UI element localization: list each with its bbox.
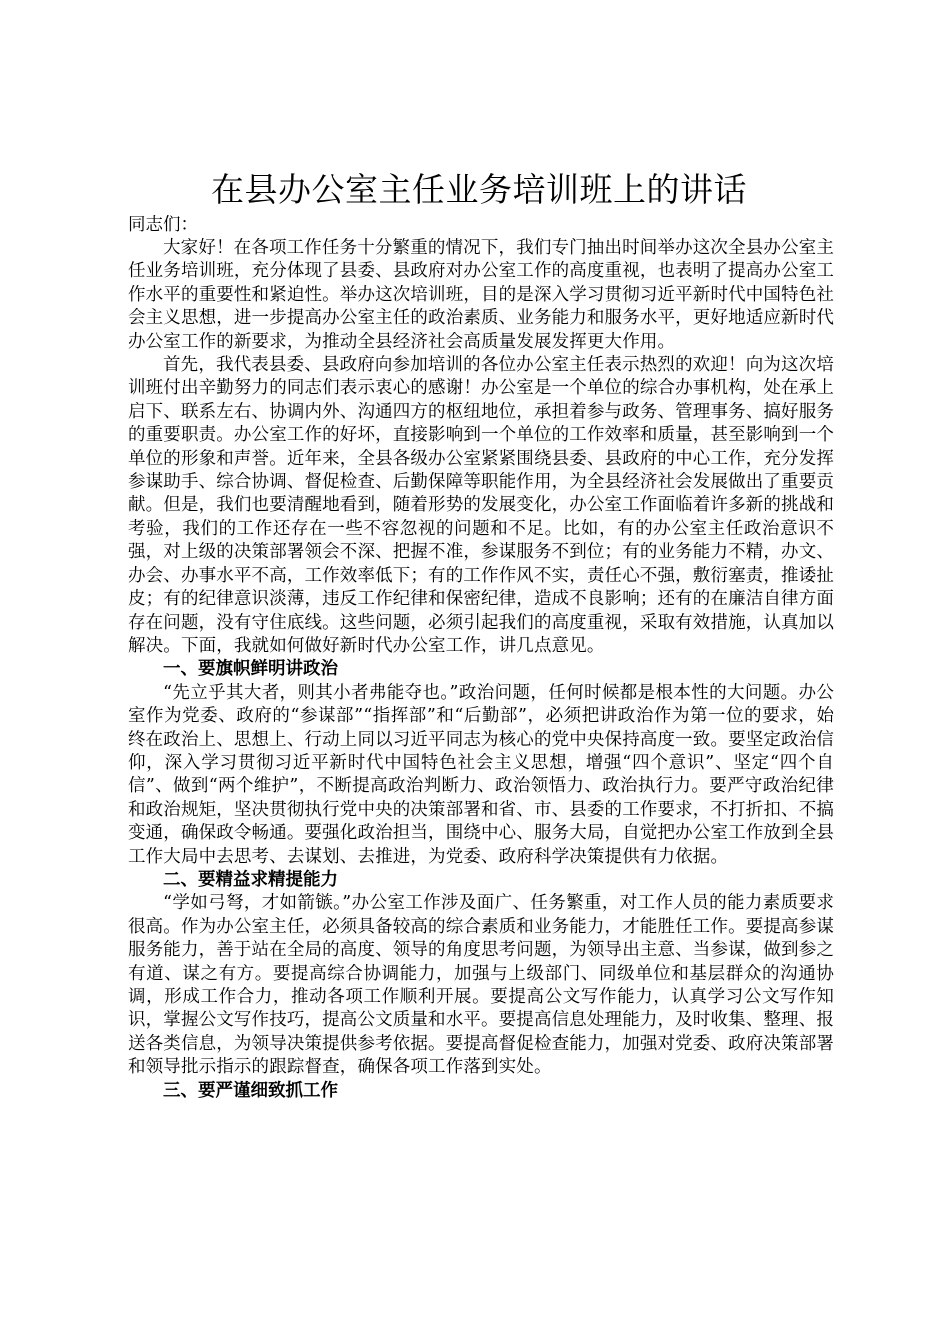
document-page: [128, 168, 834, 1103]
section-heading-ability: 二、要精益求精提能力: [163, 869, 338, 890]
salutation: 同志们：: [128, 215, 198, 235]
paragraph-welcome: 首先，我代表县委、县政府向参加培训的各位办公室主任表示热烈的欢迎！向为这次培训班付出辛勤努力的同志们表示衷心的感谢！办公室是一个单位的综合办事机构，处在承上启下、联系左右、协调内外、沟通四方的枢纽地位，承担着参与政务、管理事务、搞好服务的重要职责。办公室工作的好坏，直接影响到一个单位的工作效率和质量，甚至影响到一个单位的形象和声誉。近年来，全县各级办公室紧紧围绕县委、县政府的中心工作，充分发挥参谋助手、综合协调、督促检查、后勤保障等职能作用，为全县经济社会发展做出了重要贡献。但是，我们也要清醒地看到，随着形势的发展变化，办公室工作面临着许多新的挑战和考验，我们的工作还存在一些不容忽视的问题和不足。比如，有的办公室主任政治意识不强，对上级的决策部署领会不深、把握不准，参谋服务不到位；有的业务能力不精，办文、办会、办事水平不高，工作效率低下；有的工作作风不实，责任心不强，敷衍塞责，推诿扯皮；有的纪律意识淡薄，违反工作纪律和保密纪律，造成不良影响；还有的在廉洁自律方面存在问题，没有守住底线。这些问题，必须引起我们的高度重视，采取有效措施，认真加以解决。下面，我就如何做好新时代办公室工作，讲几点意见。: [128, 355, 834, 656]
section-heading-work: 三、要严谨细致抓工作: [163, 1080, 338, 1101]
document-title: 在县办公室主任业务培训班上的讲话: [211, 170, 747, 209]
paragraph-intro: 大家好！在各项工作任务十分繁重的情况下，我们专门抽出时间举办这次全县办公室主任业务培训班，充分体现了县委、县政府对办公室工作的高度重视，也表明了提高办公室工作水平的重要性和紧迫性。举办这次培训班，目的是深入学习贯彻习近平新时代中国特色社会主义思想，进一步提高办公室主任的政治素质、业务能力和服务水平，更好地适应新时代办公室工作的新要求，为推动全县经济社会高质量发展发挥更大作用。: [128, 238, 834, 352]
section-heading-politics: 一、要旗帜鲜明讲政治: [163, 659, 338, 680]
section-text-ability: “学如弓弩，才如箭镞。”办公室工作涉及面广、任务繁重，对工作人员的能力素质要求很高。作为办公室主任，必须具备较高的综合素质和业务能力，才能胜任工作。要提高参谋服务能力，善于站在全局的高度、领导的角度思考问题，为领导出主意、当参谋，做到参之有道、谋之有方。要提高综合协调能力，加强与上级部门、同级单位和基层群众的沟通协调，形成工作合力，推动各项工作顺利开展。要提高公文写作能力，认真学习公文写作知识，掌握公文写作技巧，提高公文质量和水平。要提高信息处理能力，及时收集、整理、报送各类信息，为领导决策提供参考依据。要提高督促检查能力，加强对党委、政府决策部署和领导批示指示的跟踪督查，确保各项工作落到实处。: [128, 893, 834, 1078]
section-text-politics: “先立乎其大者，则其小者弗能夺也。”政治问题，任何时候都是根本性的大问题。办公室作为党委、政府的“参谋部”“指挥部”和“后勤部”，必须把讲政治作为第一位的要求，始终在政治上、思想上、行动上同以习近平同志为核心的党中央保持高度一致。要坚定政治信仰，深入学习贯彻习近平新时代中国特色社会主义思想，增强“四个意识”、坚定“四个自信”、做到“两个维护”，不断提高政治判断力、政治领悟力、政治执行力。要严守政治纪律和政治规矩，坚决贯彻执行党中央的决策部署和省、市、县委的工作要求，不打折扣、不搞变通，确保政令畅通。要强化政治担当，围绕中心、服务大局，自觉把办公室工作放到全县工作大局中去思考、去谋划、去推进，为党委、政府科学决策提供有力依据。: [128, 682, 834, 867]
